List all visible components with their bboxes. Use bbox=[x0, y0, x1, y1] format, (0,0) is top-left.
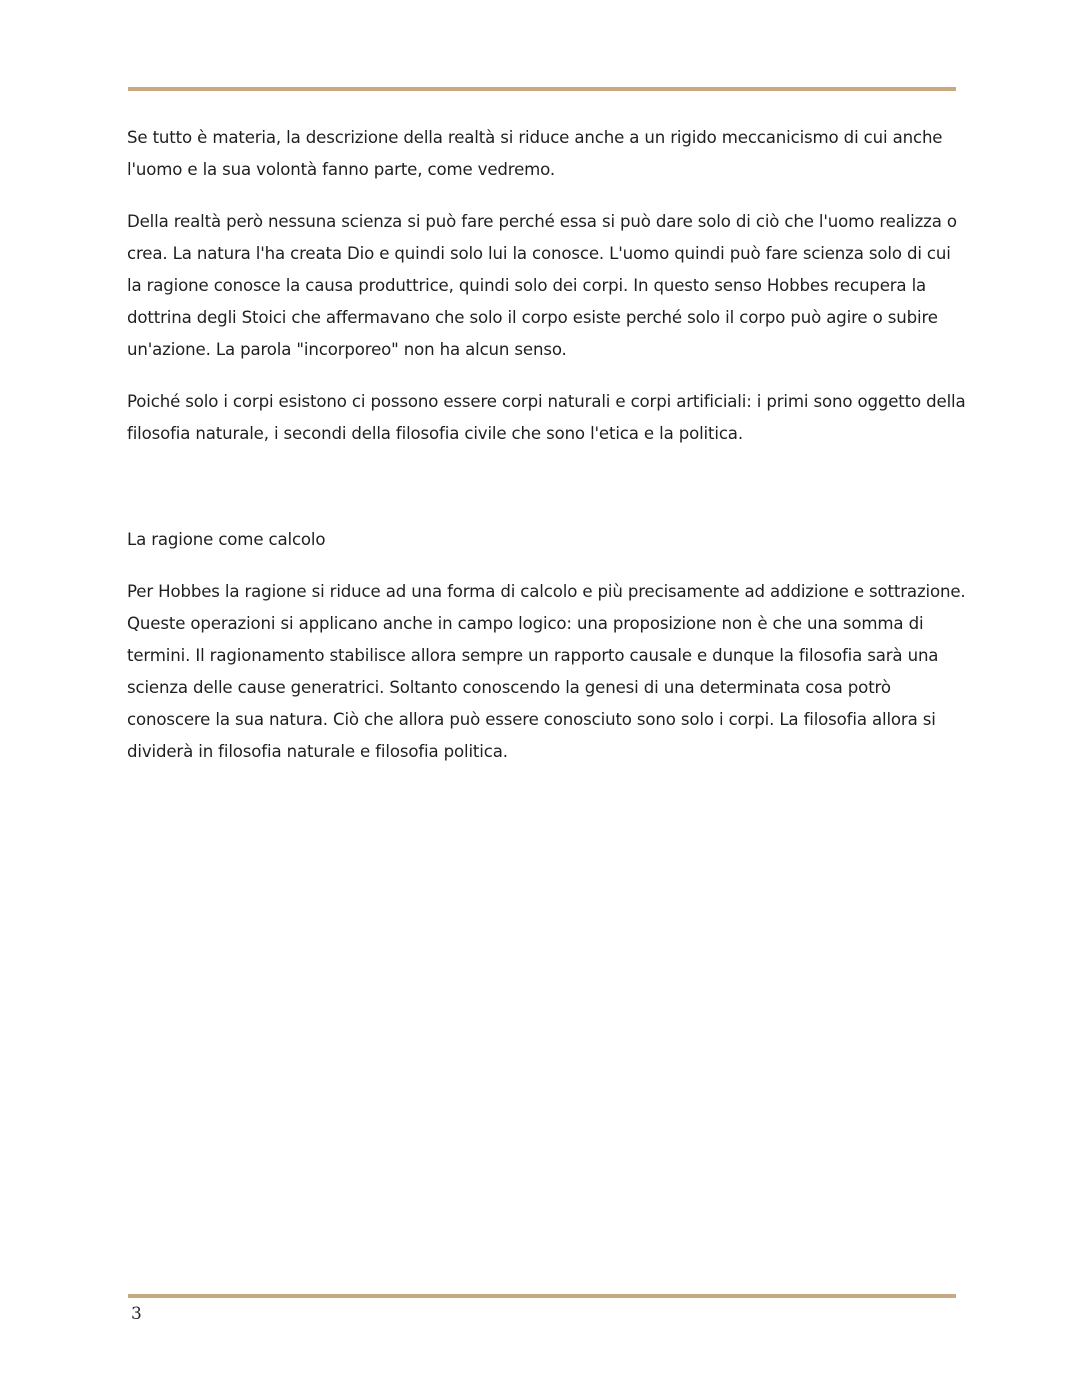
header-divider bbox=[128, 87, 956, 91]
footer-divider bbox=[128, 1294, 956, 1298]
paragraph-reason-as-calculation: Per Hobbes la ragione si riduce ad una forma di calcolo e più precisamente ad addizione e sottrazione. Queste operazioni si applicano anche in campo logico: una proposizione non è che una somma di termini. Il ragionamento stabilisce allora sempre un rapporto causale e dunque la filosofia sarà una scienza delle cause generatrici. Soltanto conoscendo la genesi di una determinata cosa potrò conoscere la sua natura. Ciò che allora può essere conosciuto sono solo i corpi. La filosofia allora si dividerà in filosofia naturale e filosofia politica. bbox=[127, 582, 966, 761]
document-body bbox=[127, 122, 967, 768]
paragraph-materialism: Se tutto è materia, la descrizione della realtà si riduce anche a un rigido meccanicismo di cui anche l'uomo e la sua volontà fanno parte, come vedremo. bbox=[127, 128, 943, 179]
section-heading: La ragione come calcolo bbox=[127, 530, 326, 549]
paragraph-science-of-bodies: Della realtà però nessuna scienza si può fare perché essa si può dare solo di ciò che l'uomo realizza o crea. La natura l'ha creata Dio e quindi solo lui la conosce. L'uomo quindi può fare scienza solo di cui la ragione conosce la causa produttrice, quindi solo dei corpi. In questo senso Hobbes recupera la dottrina degli Stoici che affermavano che solo il corpo esiste perché solo il corpo può agire o subire un'azione. La parola "incorporeo" non ha alcun senso. bbox=[127, 212, 957, 359]
page-number: 3 bbox=[131, 1304, 142, 1324]
paragraph-natural-artificial-bodies: Poiché solo i corpi esistono ci possono essere corpi naturali e corpi artificiali: i primi sono oggetto della filosofia naturale, i secondi della filosofia civile che sono l'etica e la politica. bbox=[127, 392, 966, 443]
